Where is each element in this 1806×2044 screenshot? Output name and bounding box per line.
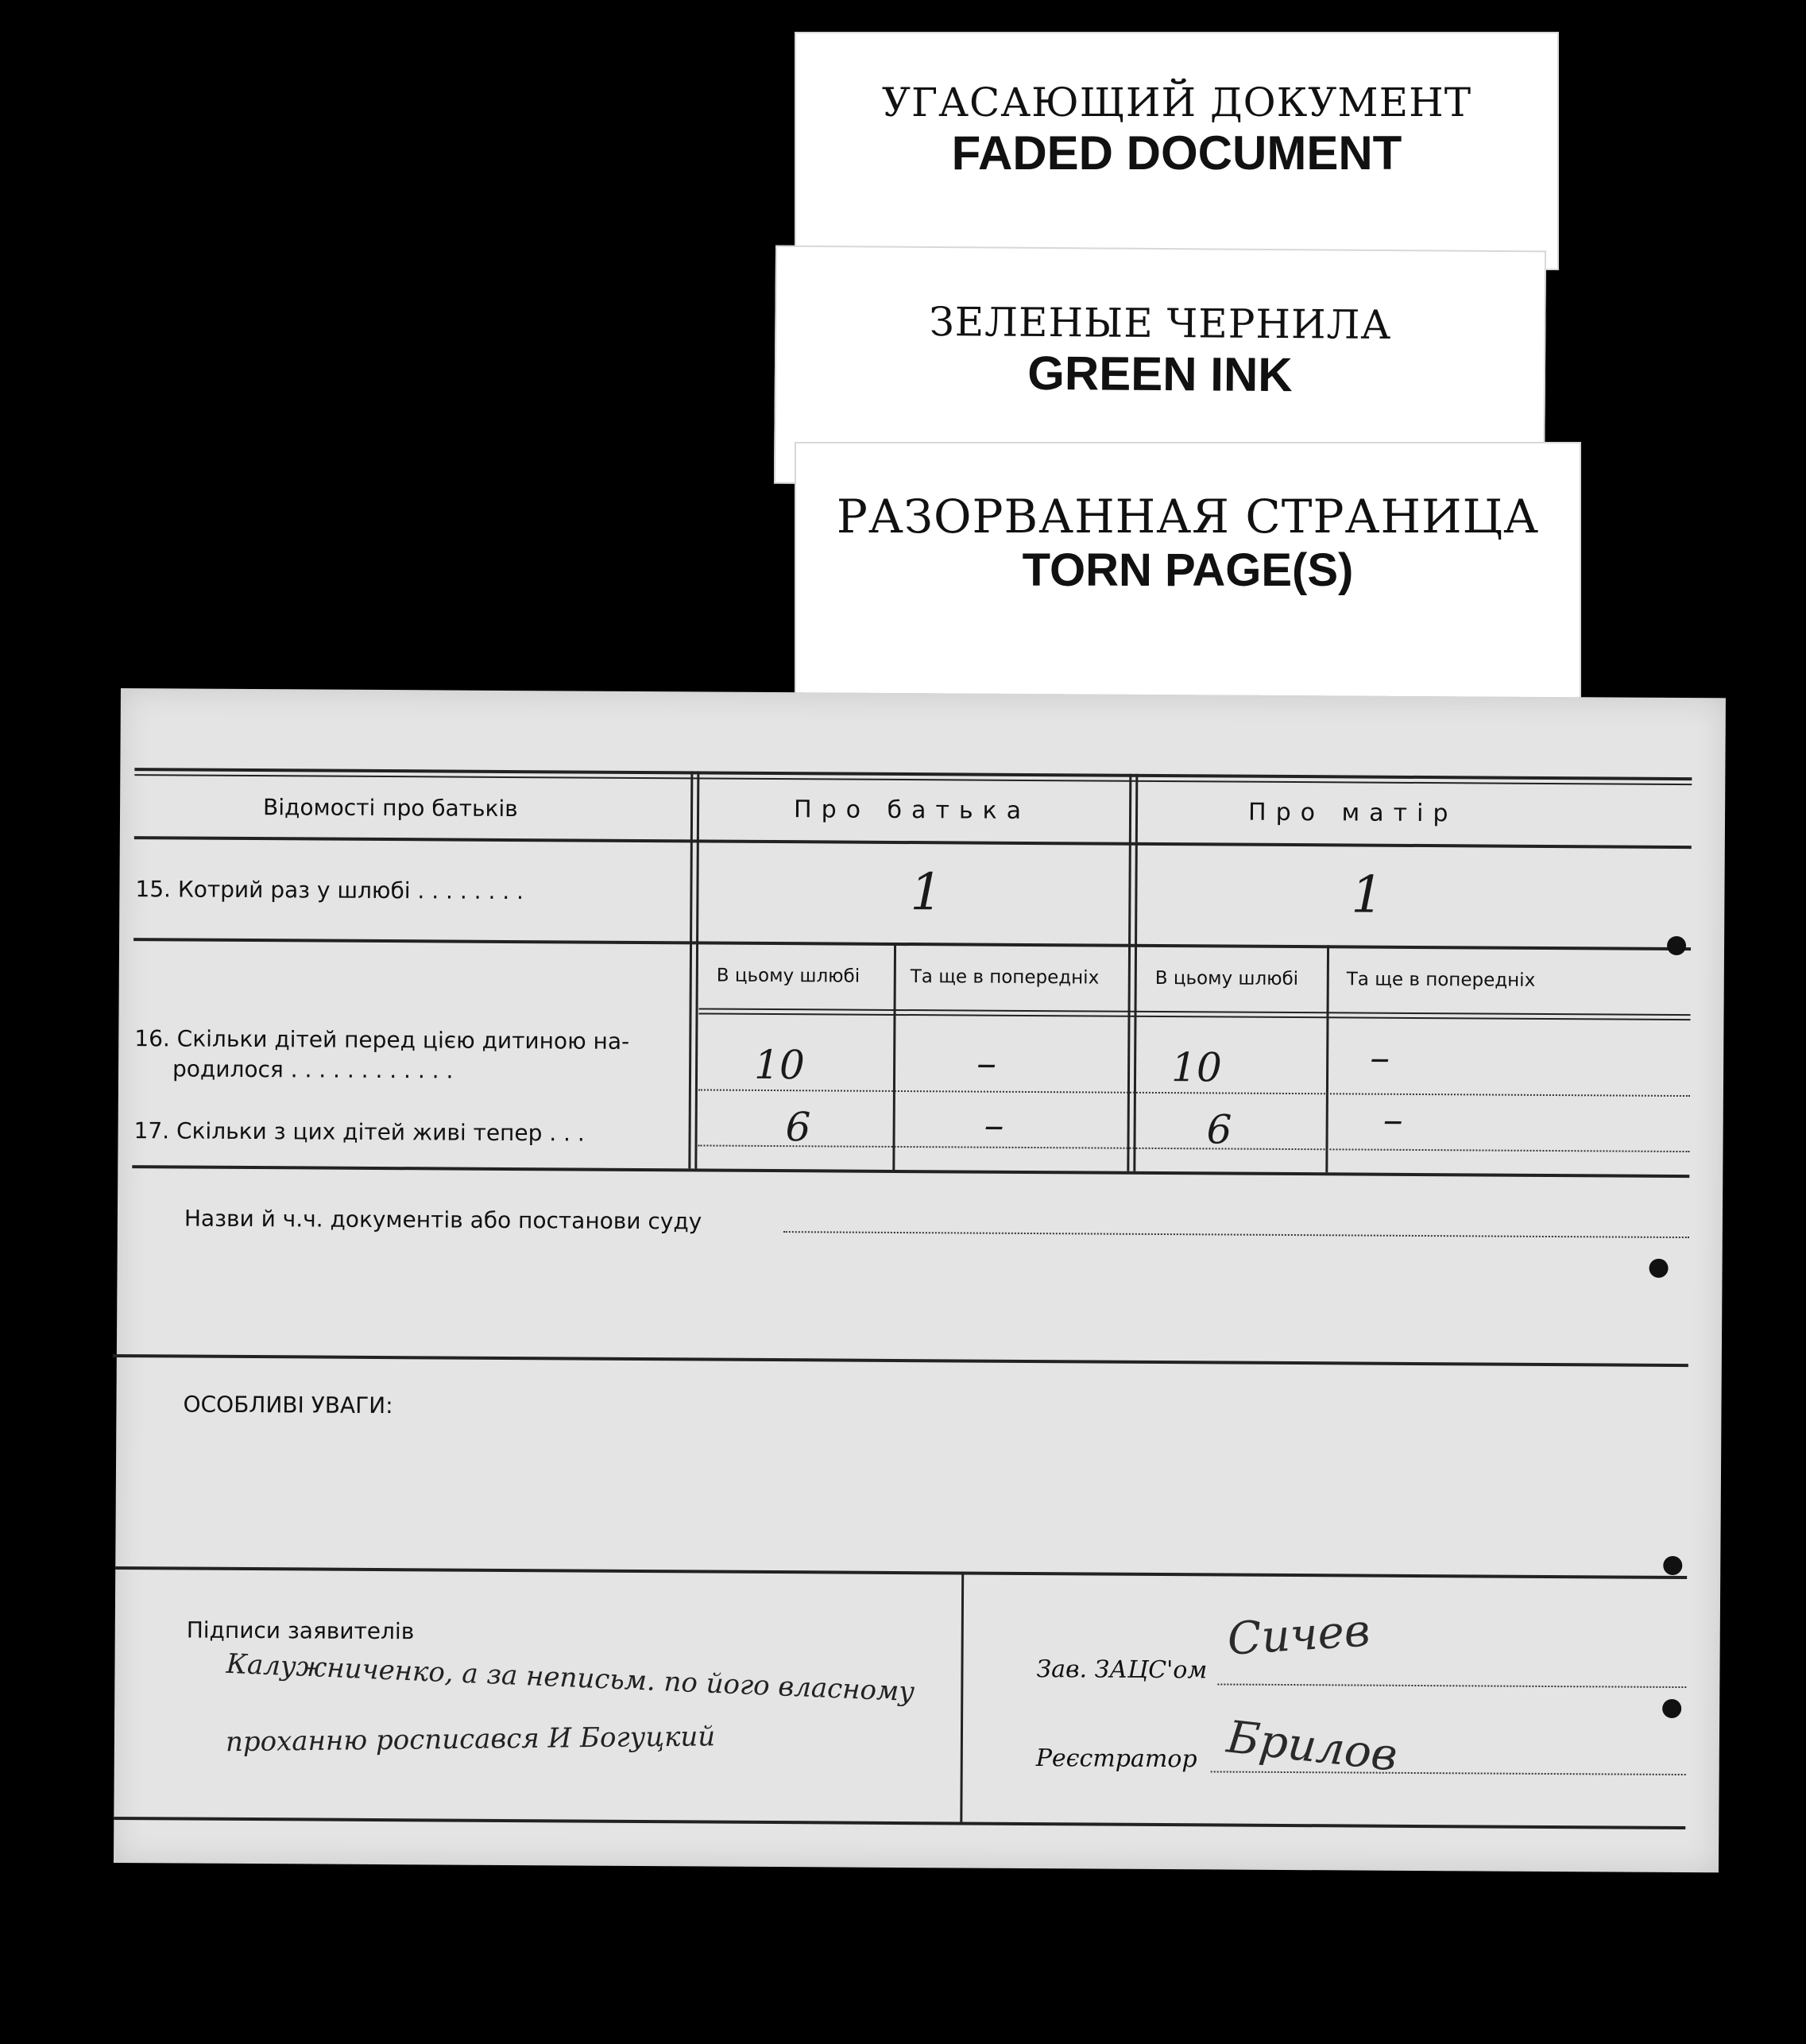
punch-hole xyxy=(1663,1556,1682,1575)
row16-father-prev: – xyxy=(976,1039,997,1086)
row15-label: 15. Котрий раз у шлюбі . . . . . . . . xyxy=(135,876,524,905)
row17-father-prev: – xyxy=(984,1101,1004,1148)
sticker-en-text: TORN PAGE(S) xyxy=(1022,544,1354,596)
row17-label: 17. Скільки з цих дітей живі тепер . . . xyxy=(133,1117,585,1147)
registrar-signature: Брилов xyxy=(1224,1711,1400,1782)
column-divider xyxy=(960,1571,964,1821)
row15-mother-value: 1 xyxy=(1351,865,1384,925)
rule xyxy=(113,1354,1688,1367)
row16-label-line1: 16. Скільки дітей перед цією дитиною на- xyxy=(134,1025,630,1055)
row16-label-line2: родилося . . . . . . . . . . . . xyxy=(172,1055,454,1084)
row17-father-this: 6 xyxy=(785,1104,811,1151)
applicant-signature-line1: Калужниченко, а за неписьм. по його власному xyxy=(225,1647,915,1709)
rule xyxy=(132,1165,1689,1178)
punch-hole xyxy=(1667,936,1686,955)
applicants-label: Підписи заявителів xyxy=(186,1616,415,1645)
column-divider xyxy=(1325,945,1329,1172)
rule xyxy=(115,1566,1687,1579)
rule xyxy=(133,938,1691,950)
registrar-label: Реєстратор xyxy=(1035,1744,1197,1774)
punch-hole xyxy=(1662,1699,1681,1718)
rule xyxy=(114,1817,1685,1829)
mother-this-marriage-subhead: В цьому шлюбі xyxy=(1154,967,1299,990)
torn-page-sticker xyxy=(795,442,1581,704)
birth-record-form xyxy=(114,688,1726,1872)
head-label: Зав. ЗАЦС'ом xyxy=(1036,1655,1208,1685)
column-divider xyxy=(688,771,693,1168)
mother-previous-subhead: Та ще в попередніх xyxy=(1346,969,1536,991)
parents-info-header: Відомості про батьків xyxy=(262,794,518,823)
row17-mother-prev: – xyxy=(1383,1096,1403,1143)
dotted-line xyxy=(1211,1771,1686,1775)
rule xyxy=(134,836,1692,849)
father-previous-subhead: Та ще в попередніх xyxy=(910,966,1100,989)
row15-father-value: 1 xyxy=(910,863,943,923)
sticker-ru-text: ЗЕЛЕНЫЕ ЧЕРНИЛА xyxy=(929,298,1392,349)
sticker-ru-text: УГАСАЮЩИЙ ДОКУМЕНТ xyxy=(881,79,1472,126)
dotted-line xyxy=(1217,1683,1686,1688)
column-divider xyxy=(1133,774,1138,1171)
sticker-en-text: GREEN INK xyxy=(1027,346,1293,402)
sticker-en-text: FADED DOCUMENT xyxy=(951,126,1402,180)
head-signature: Сичев xyxy=(1225,1605,1372,1666)
documents-label: Назви й ч.ч. документів або постанови суду xyxy=(184,1205,702,1235)
row17-mother-this: 6 xyxy=(1206,1106,1232,1153)
row16-mother-prev: – xyxy=(1370,1034,1390,1081)
column-divider xyxy=(1127,774,1131,1171)
about-mother-header: Про матір xyxy=(1247,798,1458,828)
row16-father-this: 10 xyxy=(753,1041,805,1089)
about-father-header: Про батька xyxy=(793,796,1031,825)
father-this-marriage-subhead: В цьому шлюбі xyxy=(716,965,860,987)
special-notes-label: ОСОБЛИВІ УВАГИ: xyxy=(183,1391,393,1419)
dotted-line xyxy=(783,1231,1689,1238)
column-divider xyxy=(694,771,699,1168)
dotted-line xyxy=(698,1144,1689,1152)
applicant-signature-line2: проханню росписався И Богуцкий xyxy=(225,1721,716,1759)
row16-mother-this: 10 xyxy=(1170,1044,1222,1091)
faded-document-sticker xyxy=(795,32,1559,270)
sticker-ru-text: РАЗОРВАННАЯ СТРАНИЦА xyxy=(836,490,1540,544)
punch-hole xyxy=(1649,1259,1669,1278)
column-divider xyxy=(892,943,896,1170)
